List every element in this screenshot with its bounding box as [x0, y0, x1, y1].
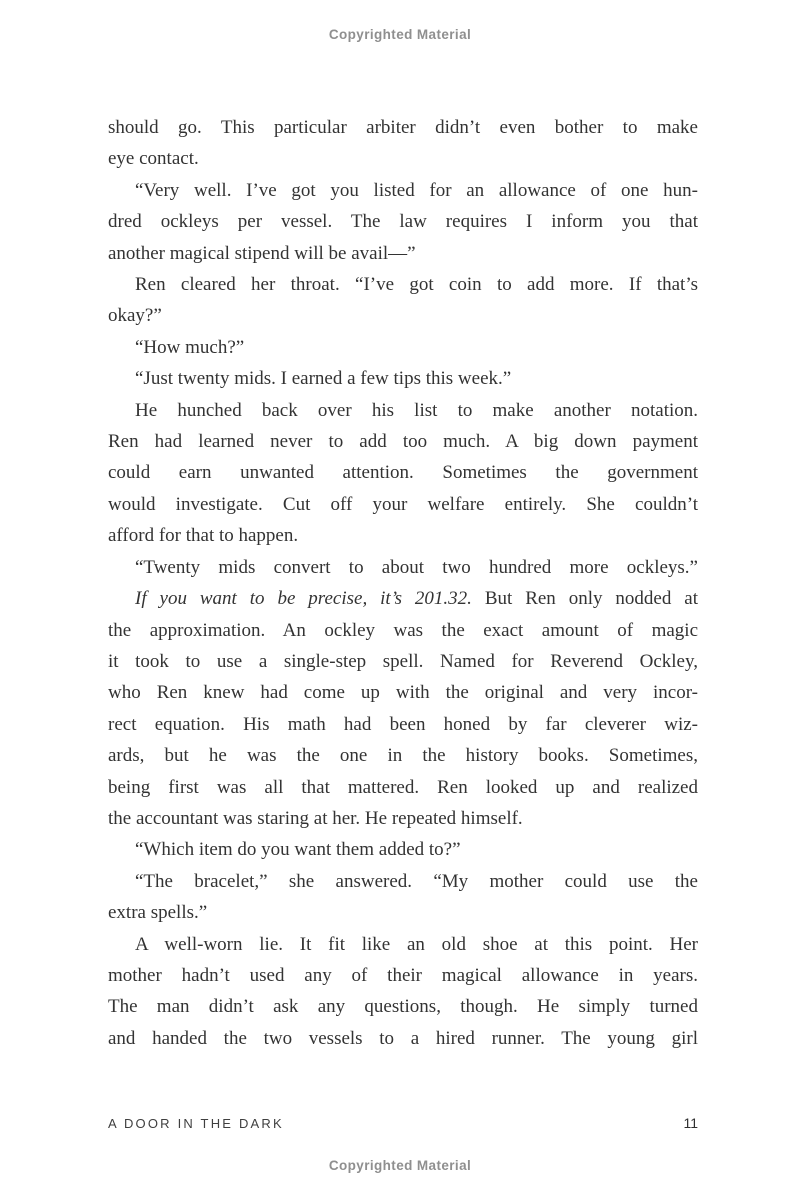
text-line	[108, 772, 698, 803]
text-line	[108, 991, 698, 1022]
text-segment: ards, but he was the one in the history books. Sometimes,	[108, 745, 698, 767]
text-line	[108, 489, 698, 520]
text-line	[108, 238, 698, 269]
page-number: 11	[683, 1115, 698, 1131]
italic-text-segment: If you want to be precise, it’s 201.32.	[135, 588, 472, 610]
text-line	[108, 143, 698, 174]
text-segment: “Which item do you want them added to?”	[135, 839, 461, 861]
text-segment: Ren had learned never to add too much. A big down payment	[108, 431, 698, 453]
text-line	[108, 897, 698, 928]
text-segment: could earn unwanted attention. Sometimes the government	[108, 462, 698, 484]
text-segment: the approximation. An ockley was the exact amount of magic	[108, 619, 698, 641]
top-copyright-notice: Copyrighted Material	[328, 27, 472, 42]
text-line	[108, 426, 698, 457]
text-line	[108, 332, 698, 363]
text-segment: who Ren knew had come up with the original and very incor-	[108, 682, 698, 704]
text-line	[108, 615, 698, 646]
text-segment: “Twenty mids convert to about two hundred more ockleys.”	[135, 556, 698, 578]
text-line	[108, 1023, 698, 1054]
page-footer	[108, 1115, 698, 1131]
text-line	[108, 395, 698, 426]
text-segment: dred ockleys per vessel. The law requires I inform you that	[108, 211, 698, 233]
text-segment: and handed the two vessels to a hired runner. The young girl	[108, 1027, 698, 1049]
text-line	[108, 269, 698, 300]
text-segment: would investigate. Cut off your welfare entirely. She couldn’t	[108, 493, 698, 515]
text-segment: The man didn’t ask any questions, though. He simply turned	[108, 996, 698, 1018]
text-segment: it took to use a single-step spell. Named for Reverend Ockley,	[108, 650, 698, 672]
text-segment: okay?”	[108, 305, 162, 327]
text-line	[108, 206, 698, 237]
text-segment: should go. This particular arbiter didn’t even bother to make	[108, 117, 698, 138]
text-segment: another magical stipend will be avail—”	[108, 242, 416, 264]
text-segment: being first was all that mattered. Ren looked up and realized	[108, 776, 698, 798]
text-segment: “How much?”	[135, 336, 245, 358]
text-line	[108, 112, 698, 143]
text-line	[108, 646, 698, 677]
text-line	[108, 709, 698, 740]
text-segment: “Just twenty mids. I earned a few tips this week.”	[135, 368, 512, 390]
text-line	[108, 677, 698, 708]
text-segment: eye contact.	[108, 148, 199, 170]
text-segment: But Ren only nodded at	[471, 588, 698, 610]
text-segment: “Very well. I’ve got you listed for an allowance of one hun-	[135, 179, 698, 201]
text-line	[108, 583, 698, 614]
text-line	[108, 300, 698, 331]
text-segment: mother hadn’t used any of their magical allowance in years.	[108, 964, 698, 986]
text-line	[108, 175, 698, 206]
text-segment: He hunched back over his list to make another notation.	[135, 399, 698, 421]
text-line	[108, 740, 698, 771]
text-segment: A well-worn lie. It fit like an old shoe at this point. Her	[135, 933, 698, 955]
text-line	[108, 520, 698, 551]
text-line	[108, 834, 698, 865]
text-segment: extra spells.”	[108, 902, 208, 924]
text-line	[108, 929, 698, 960]
text-segment: Ren cleared her throat. “I’ve got coin to add more. If that’s	[135, 274, 698, 296]
body-text	[108, 112, 698, 1054]
text-segment: rect equation. His math had been honed by far cleverer wiz-	[108, 713, 698, 735]
text-line	[108, 803, 698, 834]
text-segment: afford for that to happen.	[108, 525, 299, 547]
text-line	[108, 363, 698, 394]
running-title: A DOOR IN THE DARK	[108, 1116, 284, 1131]
text-line	[108, 960, 698, 991]
text-segment: the accountant was staring at her. He repeated himself.	[108, 807, 523, 829]
text-line	[108, 457, 698, 488]
text-segment: “The bracelet,” she answered. “My mother could use the	[135, 870, 698, 892]
text-line	[108, 552, 698, 583]
bottom-copyright-notice: Copyrighted Material	[328, 1158, 472, 1173]
text-line	[108, 866, 698, 897]
